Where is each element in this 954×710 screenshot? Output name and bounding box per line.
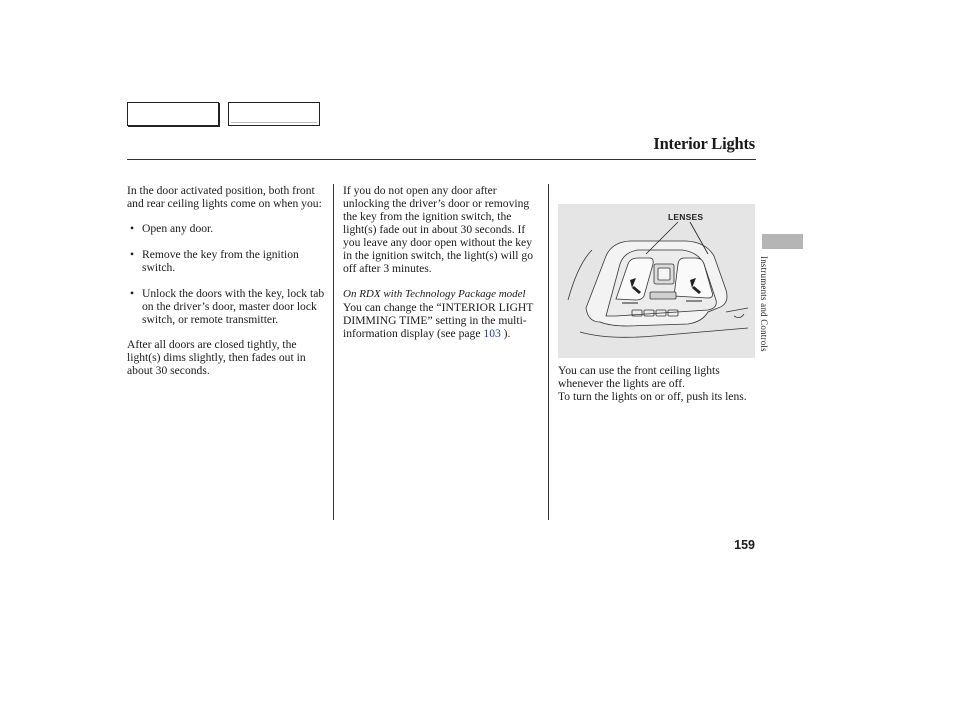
column-divider [548, 184, 549, 520]
display-setting-paragraph [343, 301, 541, 340]
intro-text: In the door activated position, both front and rear ceiling lights come on when you: [127, 184, 322, 210]
model-note: On RDX with Technology Package model [343, 288, 526, 300]
display-setting-text: You can change the “INTERIOR LIGHT DIMMING TIME” setting in the multi-information display (see page [343, 301, 534, 340]
column-3 [558, 364, 754, 403]
ceiling-light-drawing [558, 204, 755, 358]
index-button[interactable] [228, 102, 320, 126]
main-menu-button[interactable] [127, 102, 219, 126]
page-title: Interior Lights [653, 134, 755, 153]
column-1 [127, 184, 325, 377]
bullet-item: • Open any door. [130, 222, 325, 235]
bullet-item: • Remove the key from the ignition switch. [130, 248, 325, 274]
display-setting-text-end: ). [500, 327, 511, 340]
dimming-paragraph: If you do not open any door after unlocking the driver’s door or removing the key from the ignition switch, the light(s) fade out in about 30 seconds. If you leave any door open without the key in the ignition switch, the light(s) will go off after 3 minutes. [343, 184, 533, 275]
column-2 [343, 184, 541, 340]
closing-text: After all doors are closed tightly, the light(s) dims slightly, then fades out in about 30 seconds. [127, 338, 306, 377]
bullet-item: • Unlock the doors with the key, lock tab on the driver’s door, master door lock switch, or remote transmitter. [130, 287, 325, 326]
section-label-text: Instruments and Controls [759, 256, 769, 352]
lenses-label: LENSES [668, 212, 704, 222]
section-label [760, 256, 778, 386]
page-number: 159 [734, 538, 755, 552]
push-lens-text: To turn the lights on or off, push its lens. [558, 390, 747, 403]
column-divider [333, 184, 334, 520]
title-rule [127, 159, 756, 160]
section-tab[interactable] [762, 234, 803, 249]
front-ceiling-text: You can use the front ceiling lights whenever the lights are off. [558, 364, 720, 390]
page-link[interactable]: 103 [483, 327, 501, 340]
ceiling-light-illustration [558, 204, 755, 358]
